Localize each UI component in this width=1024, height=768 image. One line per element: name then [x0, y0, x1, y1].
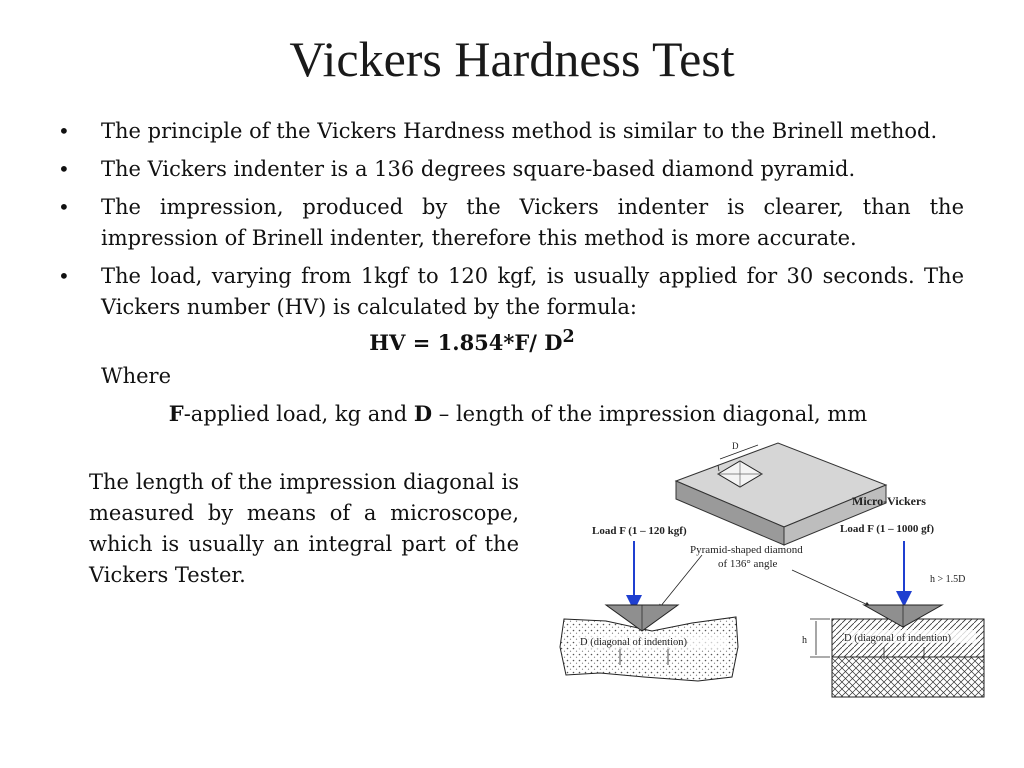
formula-main: HV = 1.854*F/ D	[369, 330, 563, 355]
vickers-diagram	[548, 437, 994, 707]
legend-d-symbol: D	[413, 401, 433, 426]
specimen-right	[802, 605, 984, 697]
specimen-left	[560, 605, 738, 681]
pyramid-label-1: Pyramid-shaped diamond	[690, 544, 803, 556]
load-right-label: Load F (1 – 1000 gf)	[840, 523, 935, 535]
h-label: h	[802, 635, 807, 646]
where-label: Where	[101, 364, 172, 388]
legend-f-text: -applied load, kg and	[183, 402, 414, 426]
bullet-item: • The impression, produced by the Vickers indenter is clearer, than the impression of Brinell indenter, therefore this method is more accurate.	[56, 192, 964, 254]
formula-legend	[0, 401, 1024, 426]
bullet-item: • The Vickers indenter is a 136 degrees square-based diamond pyramid.	[56, 154, 964, 185]
legend-d-text: – length of the impression diagonal, mm	[432, 402, 868, 426]
diag-right-label: D (diagonal of indention)	[844, 633, 952, 644]
micro-vickers-title: Micro-Vickers	[852, 494, 926, 508]
side-paragraph: The length of the impression diagonal is measured by means of a microscope, which is usually an integral part of the Vickers Tester.	[89, 470, 519, 587]
formula-exponent: 2	[562, 327, 575, 347]
page-title: Vickers Hardness Test	[289, 31, 735, 87]
legend-f-symbol: F	[168, 401, 184, 426]
h-condition-label: h > 1.5D	[930, 574, 966, 585]
pyramid-label-2: of 136° angle	[718, 558, 778, 570]
bullet-item: • The principle of the Vickers Hardness method is similar to the Brinell method.	[56, 116, 964, 147]
diag-left-label: D (diagonal of indention)	[580, 637, 688, 648]
block-d-label: D	[732, 441, 739, 451]
load-left-label: Load F (1 – 120 kgf)	[592, 525, 687, 537]
bullet-list	[56, 116, 964, 330]
formula	[0, 327, 944, 355]
bullet-item: • The load, varying from 1kgf to 120 kgf, is usually applied for 30 seconds. The Vickers number (HV) is calculated by the formula:	[56, 261, 964, 323]
